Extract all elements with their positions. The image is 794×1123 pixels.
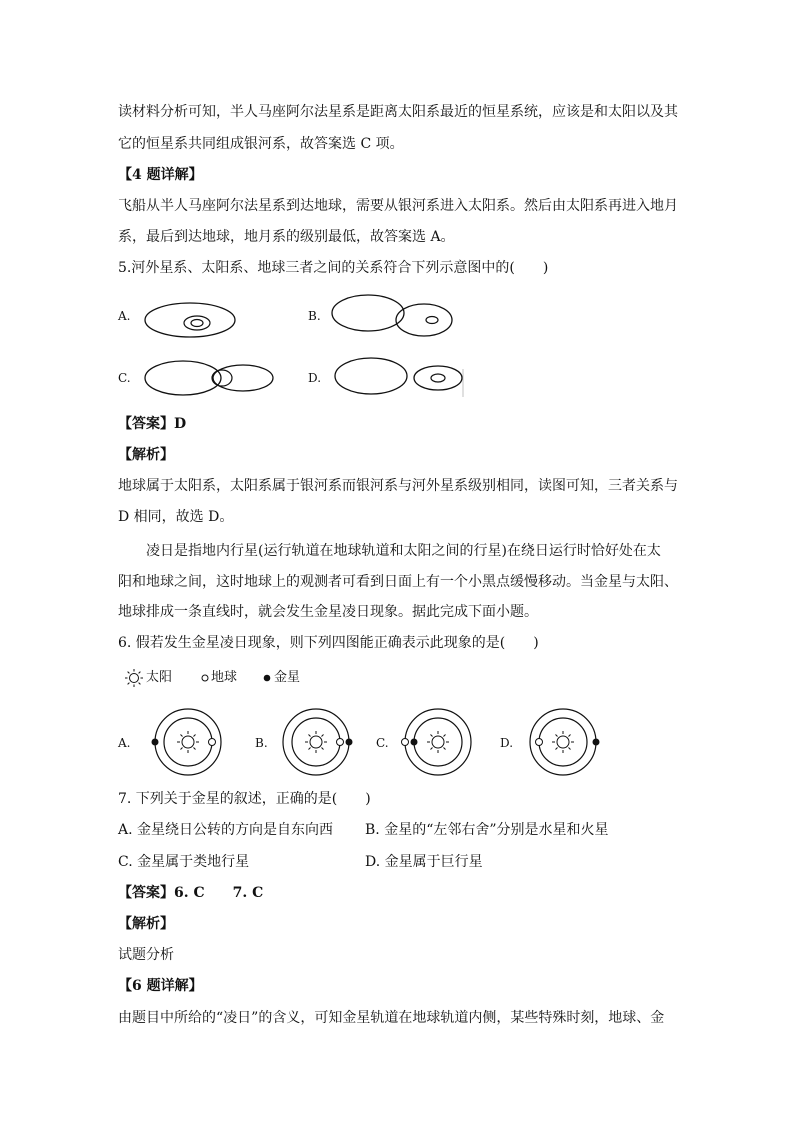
- text-line: 系，最后到达地球，地月系的级别最低，故答案选 A。: [118, 229, 455, 245]
- answer-heading: 【答案】6. C 7. C: [118, 885, 264, 901]
- q5-diagram-c: [145, 360, 280, 400]
- text-line: 地球排成一条直线时，就会发生金星凌日现象。据此完成下面小题。: [118, 604, 538, 620]
- question-6: 6. 假若发生金星凌日现象，则下列四图能正确表示此现象的是( ): [118, 635, 539, 651]
- answer-heading: 【答案】D: [118, 416, 187, 432]
- q7-option-a: A. 金星绕日公转的方向是自东向西: [118, 822, 334, 838]
- text-line: 地球属于太阳系，太阳系属于银河系而银河系与河外星系级别相同，读图可知，三者关系与: [118, 478, 678, 494]
- q6-option-d-label: D.: [500, 736, 514, 750]
- q6-option-a-label: A.: [118, 736, 131, 750]
- q6-diagram-b: [278, 705, 358, 785]
- q5-option-a-label: A.: [118, 309, 131, 323]
- question-5: 5.河外星系、太阳系、地球三者之间的关系符合下列示意图中的( ): [118, 260, 549, 276]
- analysis-heading: 【解析】: [118, 447, 174, 463]
- text-line: 阳和地球之间，这时地球上的观测者可看到日面上有一个小黑点缓慢移动。当金星与太阳、: [118, 574, 678, 590]
- q5-option-d-label: D.: [308, 371, 322, 385]
- question-7: 7. 下列关于金星的叙述，正确的是( ): [118, 791, 371, 807]
- section-heading: 【6 题详解】: [118, 978, 203, 994]
- q7-option-b: B. 金星的“左邻右舍”分别是水星和火星: [365, 822, 609, 838]
- legend-earth-label: 地球: [211, 670, 238, 685]
- legend-sun-label: 太阳: [146, 670, 173, 685]
- section-heading: 【4 题详解】: [118, 167, 203, 183]
- q6-option-c-label: C.: [376, 736, 389, 750]
- venus-legend-icon: [262, 673, 272, 683]
- q5-diagram-b: [332, 295, 462, 340]
- text-line: D 相同，故选 D。: [118, 509, 234, 525]
- q6-option-b-label: B.: [255, 736, 268, 750]
- text-line: 飞船从半人马座阿尔法星系到达地球，需要从银河系进入太阳系。然后由太阳系再进入地月: [118, 198, 678, 214]
- q5-diagram-a: [145, 300, 245, 340]
- q7-option-d: D. 金星属于巨行星: [365, 854, 483, 870]
- q5-option-c-label: C.: [118, 371, 131, 385]
- text-line: 它的恒星系共同组成银河系，故答案选 C 项。: [118, 136, 404, 152]
- q5-diagram-d: [335, 357, 470, 402]
- q6-diagram-a: [150, 705, 230, 785]
- text-line: 读材料分析可知，半人马座阿尔法星系是距离太阳系最近的恒星系统，应该是和太阳以及其: [118, 104, 678, 120]
- text-line: 试题分析: [118, 947, 174, 963]
- earth-legend-icon: [200, 673, 210, 683]
- legend-venus-label: 金星: [274, 670, 301, 685]
- q5-option-b-label: B.: [308, 309, 321, 323]
- text-line: 凌日是指地内行星(运行轨道在地球轨道和太阳之间的行星)在绕日运行时恰好处在太: [146, 543, 661, 559]
- q6-diagram-c: [400, 705, 480, 785]
- analysis-heading: 【解析】: [118, 916, 174, 932]
- q7-option-c: C. 金星属于类地行星: [118, 854, 250, 870]
- text-line: 由题目中所给的“凌日”的含义，可知金星轨道在地球轨道内侧，某些特殊时刻，地球、金: [118, 1010, 665, 1026]
- q6-diagram-d: [525, 705, 605, 785]
- sun-icon: [124, 668, 144, 688]
